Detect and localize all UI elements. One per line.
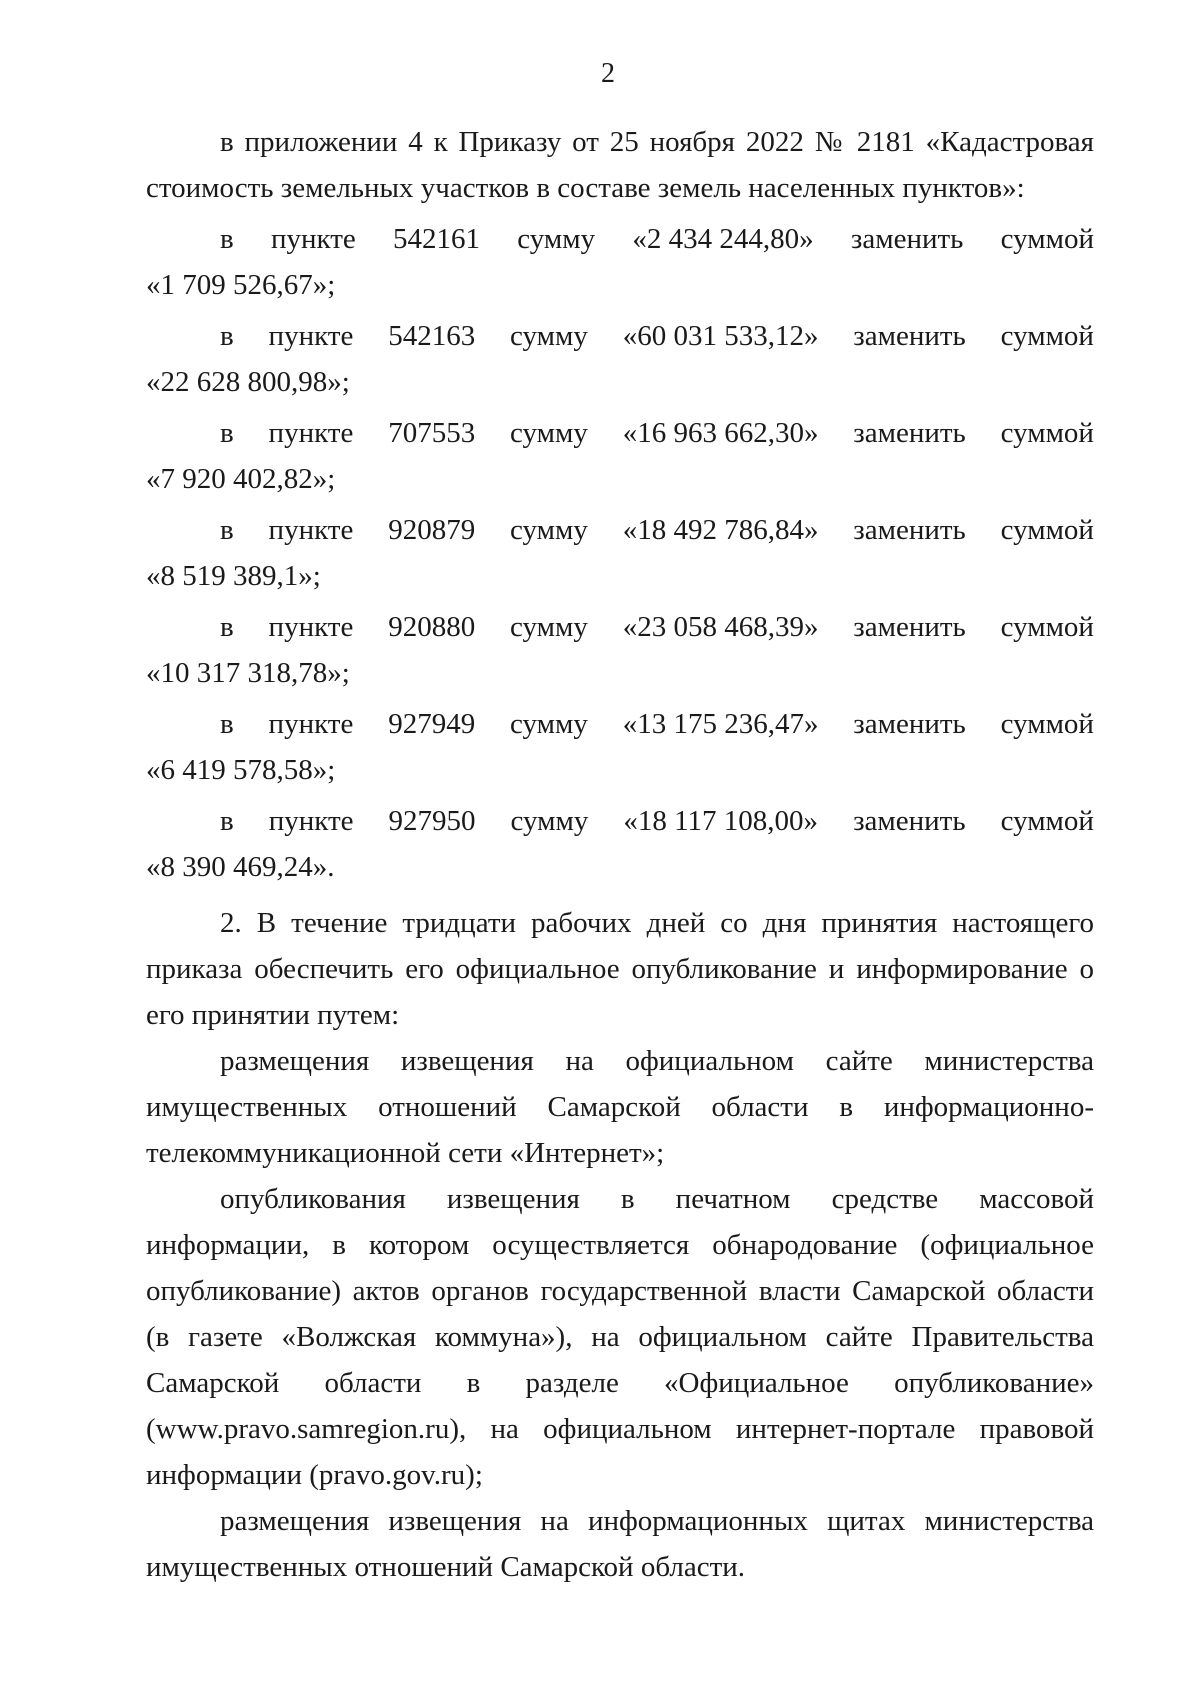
amendment-point-number: 920880 (388, 611, 476, 643)
amendment-with-sum-word: суммой (1000, 708, 1094, 740)
amendment-old-sum: «13 175 236,47» (622, 708, 819, 740)
amendment-point-word: пункте (268, 805, 354, 837)
amendment-point-number: 927949 (388, 708, 476, 740)
amendment-prep: в (220, 320, 234, 352)
amendment-sum-word: сумму (510, 805, 589, 837)
amendment-replace-word: заменить (853, 708, 966, 740)
amendment-prep: в (220, 708, 234, 740)
amendment-replace-word: заменить (853, 611, 966, 643)
amendment-item (146, 507, 1094, 599)
body-paragraph: опубликования извещения в печатном средстве массовой информации, в котором осуществляется обнародование (официальное опубликование) актов органов государственной власти Самарской области (в газете «Волжская коммуна»), на официальном сайте Правительства Самарской области в разделе «Официальное опубликование» (www.pravo.samregion.ru), на официальном интернет-портале правовой информации (pravo.gov.ru); (146, 1183, 1094, 1491)
page-number: 2 (601, 58, 615, 89)
amendment-with-sum-word: суммой (1000, 223, 1094, 255)
amendment-with-sum-word: суммой (1000, 417, 1094, 449)
amendment-row (146, 507, 1094, 553)
amendment-new-sum: «6 419 578,58»; (146, 754, 336, 786)
amendment-row (146, 798, 1094, 844)
amendment-prep: в (220, 417, 234, 449)
amendment-point-word: пункте (268, 514, 354, 546)
amendment-point-word: пункте (268, 708, 354, 740)
amendment-new-sum: «22 628 800,98»; (146, 366, 350, 398)
body-paragraph: размещения извещения на официальном сайте министерства имущественных отношений Самарской области в информационно-телекоммуникационной сети «Интернет»; (146, 1045, 1094, 1169)
amendment-sum-word: сумму (517, 223, 596, 255)
intro-paragraph: в приложении 4 к Приказу от 25 ноября 2022 № 2181 «Кадастровая стоимость земельных участков в составе земель населенных пунктов»: (146, 126, 1094, 204)
amendment-old-sum: «23 058 468,39» (622, 611, 819, 643)
amendment-item (146, 798, 1094, 890)
amendment-old-sum: «60 031 533,12» (622, 320, 819, 352)
amendment-point-word: пункте (268, 320, 354, 352)
amendment-with-sum-word: суммой (1000, 514, 1094, 546)
amendment-new-sum: «8 390 469,24». (146, 851, 335, 883)
amendment-item (146, 701, 1094, 793)
amendment-with-sum-word: суммой (1000, 320, 1094, 352)
body-paragraph: 2. В течение тридцати рабочих дней со дня принятия настоящего приказа обеспечить его официальное опубликование и информирование о его принятии путем: (146, 907, 1094, 1031)
amendment-point-number: 542161 (393, 223, 481, 255)
amendment-point-word: пункте (270, 223, 356, 255)
amendment-replace-word: заменить (853, 417, 966, 449)
amendment-old-sum: «18 117 108,00» (623, 805, 819, 837)
amendment-point-word: пункте (268, 417, 354, 449)
amendment-sum-word: сумму (510, 320, 588, 352)
amendment-row (146, 313, 1094, 359)
amendment-sum-word: сумму (510, 417, 588, 449)
amendment-old-sum: «16 963 662,30» (622, 417, 819, 449)
amendment-item (146, 216, 1094, 308)
amendment-row (146, 410, 1094, 456)
amendment-row (146, 216, 1094, 262)
amendment-replace-word: заменить (853, 514, 966, 546)
amendment-point-number: 542163 (388, 320, 476, 352)
amendment-replace-word: заменить (853, 805, 966, 837)
amendment-new-sum: «1 709 526,67»; (146, 269, 336, 301)
amendment-old-sum: «18 492 786,84» (622, 514, 819, 546)
amendment-with-sum-word: суммой (1000, 805, 1094, 837)
document-body (146, 119, 1094, 1590)
amendment-sum-word: сумму (510, 708, 588, 740)
amendment-sum-word: сумму (510, 611, 588, 643)
amendment-item (146, 313, 1094, 405)
amendment-replace-word: заменить (850, 223, 964, 255)
paragraph-list (146, 900, 1094, 1590)
amendment-row (146, 604, 1094, 650)
amendment-new-sum: «8 519 389,1»; (146, 560, 321, 592)
amendment-prep: в (220, 611, 234, 643)
amendment-point-word: пункте (268, 611, 354, 643)
amendment-list (146, 216, 1094, 890)
amendment-new-sum: «10 317 318,78»; (146, 657, 350, 689)
amendment-new-sum: «7 920 402,82»; (146, 463, 336, 495)
amendment-replace-word: заменить (853, 320, 966, 352)
amendment-with-sum-word: суммой (1000, 611, 1094, 643)
amendment-old-sum: «2 434 244,80» (632, 223, 814, 255)
amendment-sum-word: сумму (510, 514, 588, 546)
amendment-point-number: 927950 (388, 805, 476, 837)
amendment-prep: в (220, 223, 234, 255)
amendment-point-number: 707553 (388, 417, 476, 449)
amendment-row (146, 701, 1094, 747)
amendment-item (146, 410, 1094, 502)
amendment-item (146, 604, 1094, 696)
amendment-prep: в (220, 514, 234, 546)
amendment-point-number: 920879 (388, 514, 476, 546)
body-paragraph: размещения извещения на информационных щитах министерства имущественных отношений Самарской области. (146, 1505, 1094, 1583)
amendment-prep: в (220, 805, 234, 837)
